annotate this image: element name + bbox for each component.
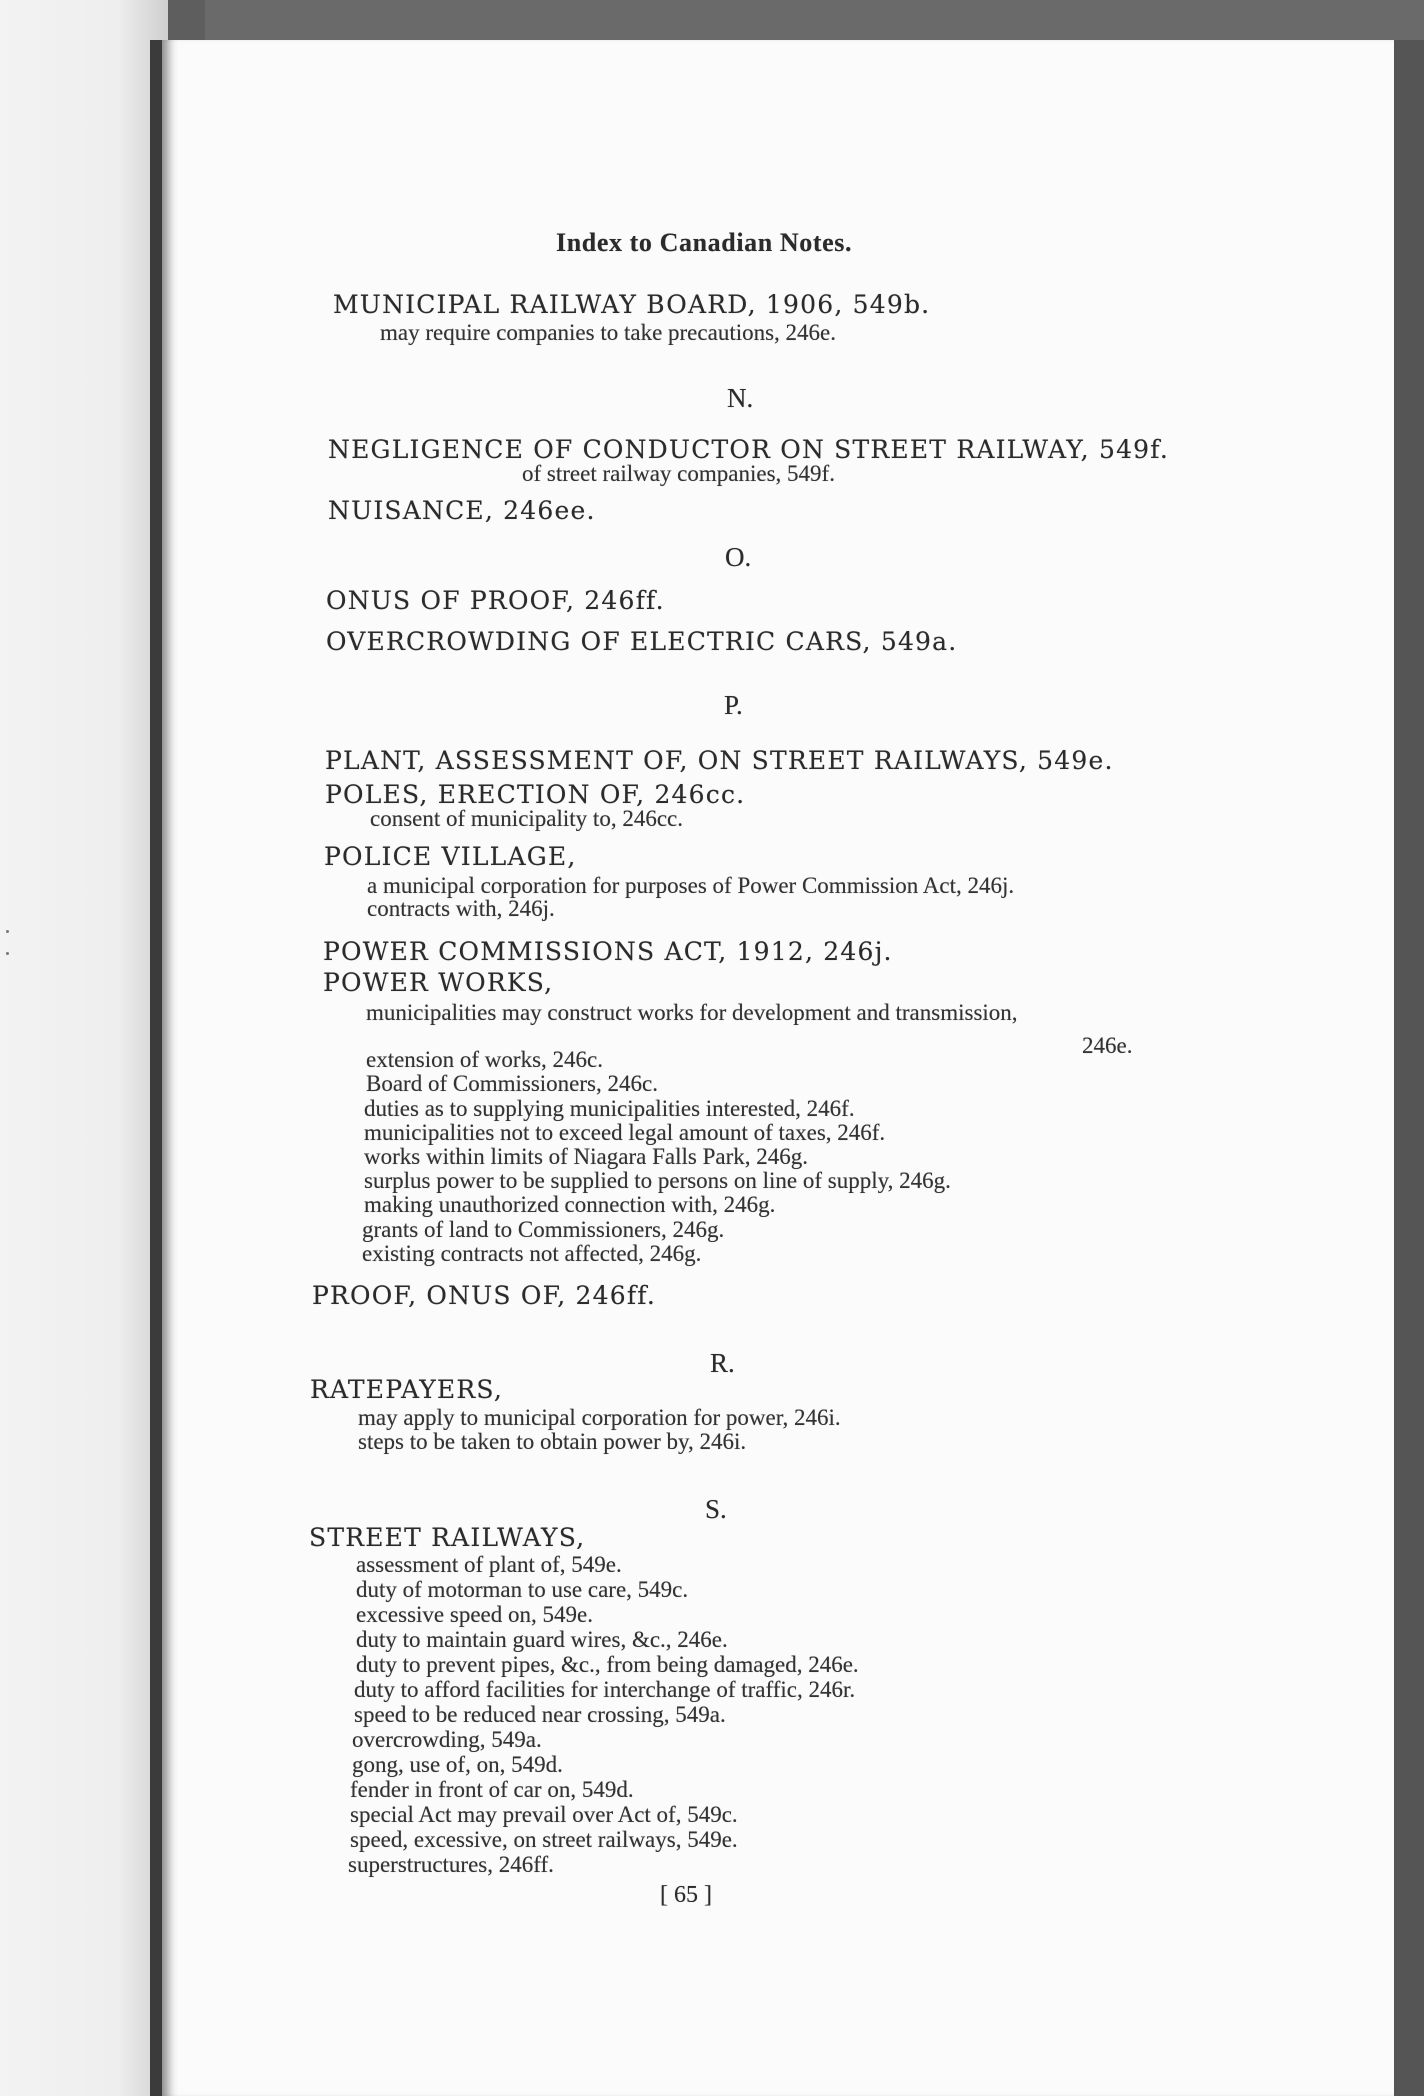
index-subentry: steps to be taken to obtain power by, 246i. — [358, 1429, 747, 1454]
index-entry: RATEPAYERS, — [310, 1375, 503, 1404]
section-letter: N. — [727, 383, 754, 413]
section-letter: P. — [724, 690, 743, 720]
index-subentry: superstructures, 246ff. — [348, 1852, 554, 1877]
index-entry: POWER COMMISSIONS ACT, 1912, 246j. — [323, 937, 893, 966]
index-entry: STREET RAILWAYS, — [309, 1523, 586, 1552]
index-subentry: duties as to supplying municipalities interested, 246f. — [364, 1096, 855, 1121]
index-subentry: of street railway companies, 549f. — [522, 461, 835, 486]
index-subentry: works within limits of Niagara Falls Park, 246g. — [364, 1144, 808, 1169]
index-subentry: duty to afford facilities for interchange of traffic, 246r. — [354, 1677, 856, 1702]
index-subentry: gong, use of, on, 549d. — [352, 1752, 563, 1777]
section-letter: O. — [725, 542, 752, 572]
book-page — [150, 40, 1406, 2096]
index-subentry: duty to prevent pipes, &c., from being damaged, 246e. — [356, 1652, 859, 1677]
index-subentry: assessment of plant of, 549e. — [356, 1552, 622, 1577]
index-entry: PROOF, ONUS OF, 246ff. — [312, 1281, 657, 1310]
index-entry: ONUS OF PROOF, 246ff. — [326, 586, 665, 615]
index-subentry: existing contracts not affected, 246g. — [362, 1241, 702, 1266]
index-subentry: surplus power to be supplied to persons on line of supply, 246g. — [364, 1168, 951, 1193]
index-subentry: fender in front of car on, 549d. — [350, 1777, 634, 1802]
index-entry: POLES, ERECTION OF, 246cc. — [325, 780, 746, 809]
scan-top-strip — [205, 0, 1424, 40]
section-letter: R. — [710, 1348, 735, 1378]
index-subentry: special Act may prevail over Act of, 549c. — [350, 1802, 738, 1827]
index-subentry: may apply to municipal corporation for power, 246i. — [358, 1405, 841, 1430]
index-subentry: municipalities may construct works for development and transmission, — [366, 1000, 1018, 1025]
scan-speck — [6, 952, 9, 955]
index-subentry: making unauthorized connection with, 246g. — [364, 1192, 776, 1217]
index-subentry: speed to be reduced near crossing, 549a. — [354, 1702, 726, 1727]
index-subentry: extension of works, 246c. — [366, 1047, 603, 1072]
index-subentry: duty of motorman to use care, 549c. — [356, 1577, 689, 1602]
index-subentry: overcrowding, 549a. — [352, 1727, 542, 1752]
index-subentry-reference: 246e. — [1082, 1033, 1133, 1058]
index-entry: OVERCROWDING OF ELECTRIC CARS, 549a. — [326, 627, 958, 656]
index-entry: NEGLIGENCE OF CONDUCTOR ON STREET RAILWAY, 549f. — [328, 435, 1169, 464]
index-subentry: duty to maintain guard wires, &c., 246e. — [356, 1627, 728, 1652]
index-subentry: municipalities not to exceed legal amount of taxes, 246f. — [364, 1120, 886, 1145]
facing-page-margin — [0, 0, 168, 2096]
scan-speck — [6, 930, 9, 933]
index-subentry: excessive speed on, 549e. — [356, 1602, 593, 1627]
index-entry: PLANT, ASSESSMENT OF, ON STREET RAILWAYS, 549e. — [325, 746, 1114, 775]
page-number: [ 65 ] — [660, 1882, 712, 1908]
index-subentry: grants of land to Commissioners, 246g. — [362, 1217, 725, 1242]
index-subentry: consent of municipality to, 246cc. — [370, 806, 683, 831]
index-entry: POLICE VILLAGE, — [324, 842, 577, 871]
index-subentry: a municipal corporation for purposes of Power Commission Act, 246j. — [367, 873, 1015, 898]
index-entry: MUNICIPAL RAILWAY BOARD, 1906, 549b. — [333, 290, 931, 319]
index-entry: POWER WORKS, — [323, 968, 554, 997]
index-subentry: Board of Commissioners, 246c. — [366, 1071, 658, 1096]
running-head: Index to Canadian Notes. — [556, 228, 853, 257]
index-subentry: speed, excessive, on street railways, 549e. — [350, 1827, 738, 1852]
index-subentry: may require companies to take precautions, 246e. — [380, 320, 837, 345]
index-subentry: contracts with, 246j. — [367, 896, 555, 921]
index-entry: NUISANCE, 246ee. — [328, 496, 596, 525]
section-letter: S. — [705, 1494, 727, 1524]
page-edge-shadow — [1394, 40, 1424, 2096]
